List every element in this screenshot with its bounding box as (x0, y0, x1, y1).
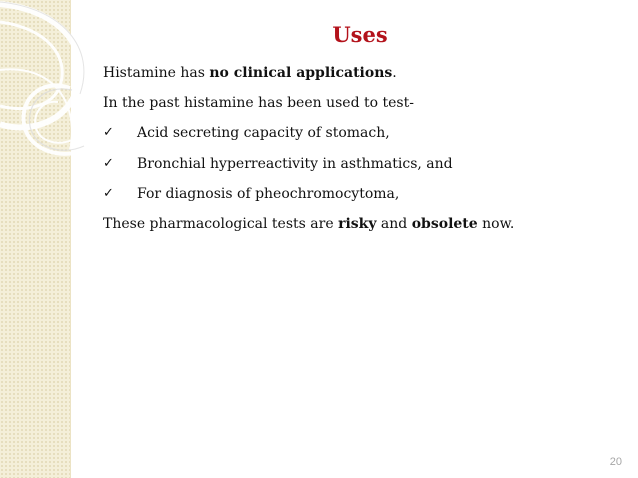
bullet-item (103, 184, 603, 204)
text-segment: . (392, 65, 397, 81)
text-segment-bold: risky (338, 215, 377, 232)
text-segment-bold: obsolete (411, 215, 478, 232)
checkmark-icon: ✓ (103, 155, 114, 171)
page-number: 20 (609, 456, 622, 468)
slide-title: Uses (332, 22, 388, 47)
bullet-text: For diagnosis of pheochromocytoma, (137, 185, 400, 202)
bullet-item (103, 154, 603, 174)
checkmark-icon: ✓ (103, 125, 114, 141)
closing-line (103, 214, 603, 234)
text-segment: In the past histamine has been used to test- (103, 95, 414, 112)
text-segment: now. (477, 215, 515, 232)
text-segment-bold: no clinical applications (209, 65, 393, 81)
bullet-item (103, 123, 603, 143)
text-segment: Histamine has (103, 65, 210, 81)
side-pattern-band (0, 0, 71, 478)
intro-line-2 (103, 93, 603, 113)
bullet-text: Acid secreting capacity of stomach, (137, 125, 390, 142)
text-segment: These pharmacological tests are (103, 215, 339, 232)
text-segment: and (376, 215, 412, 232)
checkmark-icon: ✓ (103, 185, 114, 201)
slide-body (103, 63, 603, 244)
bullet-text: Bronchial hyperreactivity in asthmatics, and (137, 155, 453, 172)
intro-line-1 (103, 63, 603, 83)
